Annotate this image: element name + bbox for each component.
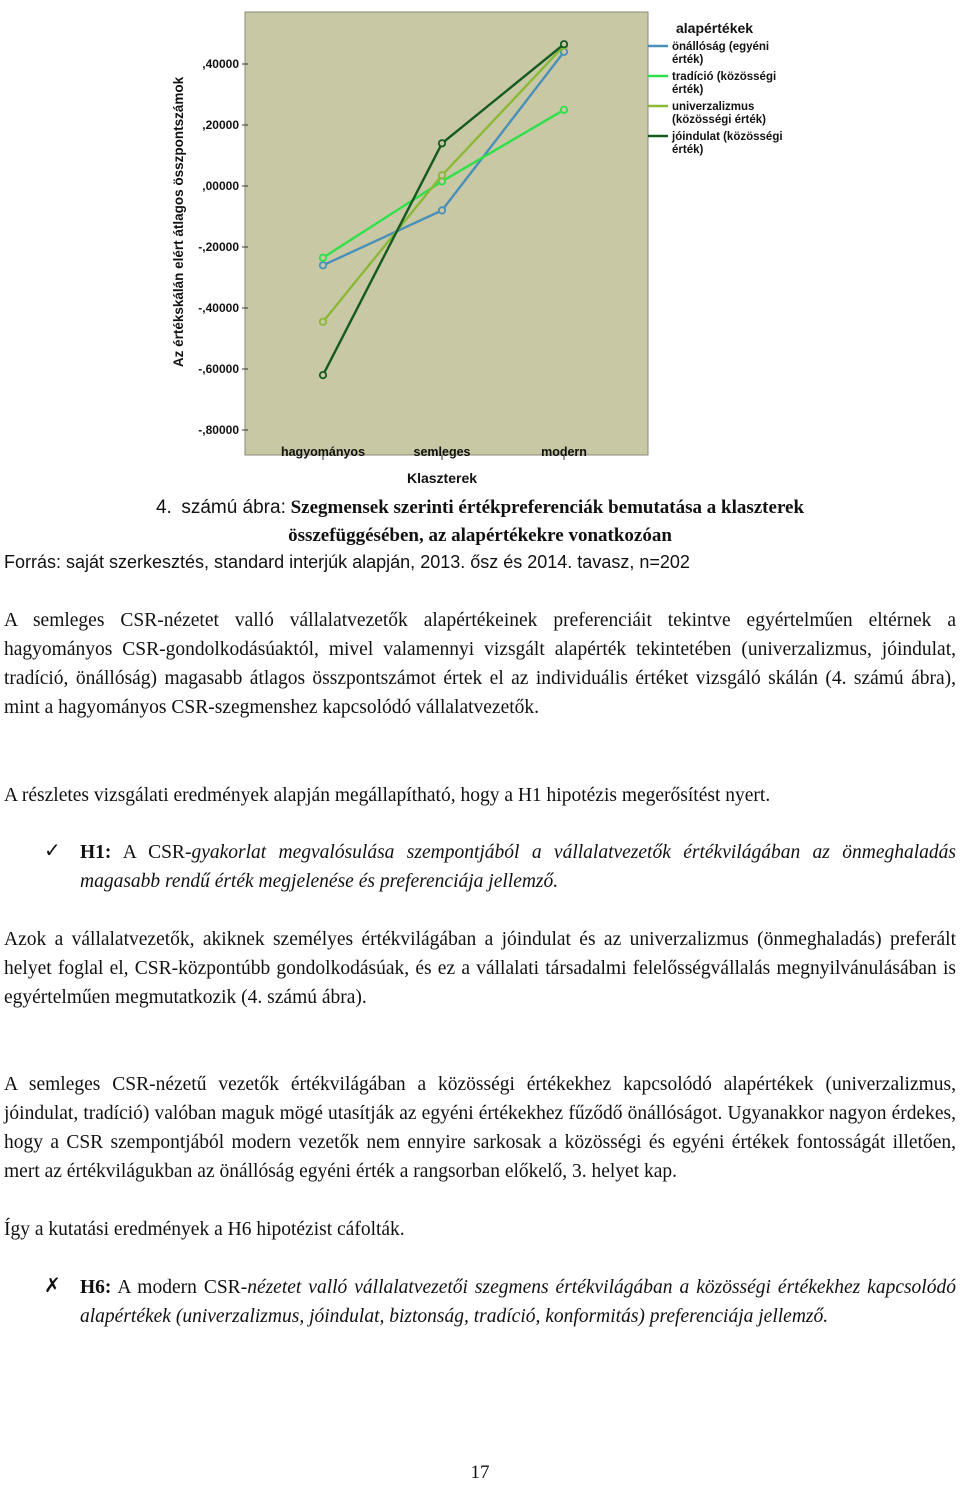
legend-title: alapértékek bbox=[676, 20, 754, 36]
legend-entry: érték) bbox=[672, 54, 704, 66]
hypothesis-h1 bbox=[80, 838, 956, 896]
caption-title-line2: összefüggésében, az alapértékekre vonatkozóan bbox=[288, 525, 672, 546]
y-tick-label: -,60000 bbox=[198, 362, 239, 376]
h6-text-normal: A modern CSR- bbox=[117, 1277, 248, 1298]
legend-entry: érték) bbox=[672, 144, 704, 156]
legend bbox=[648, 20, 783, 156]
legend-entry: (közösségi érték) bbox=[672, 114, 766, 126]
h1-text-italic: gyakorlat megvalósulása szempontjából a vállalatvezetők értékvilágában az önmeghaladás magasabb rendű érték megjelenése és preferenciája jellemző. bbox=[80, 842, 956, 892]
y-tick-label: -,80000 bbox=[198, 423, 239, 437]
data-point bbox=[439, 140, 445, 146]
y-tick-label: ,20000 bbox=[202, 118, 239, 132]
line-chart bbox=[160, 0, 960, 492]
figure-caption bbox=[0, 494, 960, 522]
legend-entry: érték) bbox=[672, 84, 704, 96]
data-point bbox=[439, 172, 445, 178]
caption-number: 4. bbox=[155, 497, 172, 518]
paragraph-3: Azok a vállalatvezetők, akiknek személyes értékvilágában a jóindulat és az univerzalizmus (önmeghaladás) preferált helyet foglal el, CSR-központúbb gondolkodásúak, és ez a vállalati társadalmi felelősségvállalás megnyilvánulásában is egyértelműen megmutatkozik (4. számú ábra). bbox=[4, 929, 956, 1008]
y-tick-label: -,20000 bbox=[198, 240, 239, 254]
y-tick-label: ,00000 bbox=[202, 179, 239, 193]
legend-entry: tradíció (közösségi bbox=[672, 71, 777, 83]
x-ticks bbox=[281, 445, 587, 460]
x-tick-label: semleges bbox=[413, 445, 471, 459]
data-point bbox=[320, 319, 326, 325]
figure-caption-line2 bbox=[0, 522, 960, 550]
legend-entry: jóindulat (közösségi bbox=[672, 131, 783, 143]
cross-icon: ✗ bbox=[44, 1273, 61, 1297]
caption-prefix: számú ábra: bbox=[181, 497, 286, 518]
x-tick-label: modern bbox=[541, 445, 587, 459]
h1-label: H1: bbox=[80, 842, 112, 863]
legend-entry: univerzalizmus bbox=[672, 101, 755, 113]
legend-entry: önállóság (egyéni bbox=[672, 41, 770, 53]
x-axis-label: Klaszterek bbox=[406, 470, 478, 486]
data-point bbox=[561, 41, 567, 47]
y-tick-label: -,40000 bbox=[198, 301, 239, 315]
x-tick-label: hagyományos bbox=[280, 445, 366, 459]
h1-text-normal: A CSR- bbox=[122, 842, 192, 863]
page-number: 17 bbox=[470, 1462, 490, 1483]
y-tick-label: ,40000 bbox=[202, 57, 239, 71]
data-point bbox=[320, 262, 326, 268]
paragraph-2: A részletes vizsgálati eredmények alapján megállapítható, hogy a H1 hipotézis megerősítést nyert. bbox=[4, 785, 771, 806]
figure-source: Forrás: saját szerkesztés, standard interjúk alapján, 2013. ősz és 2014. tavasz, n=202 bbox=[4, 552, 690, 572]
hypothesis-h6 bbox=[80, 1273, 956, 1331]
data-point bbox=[320, 255, 326, 261]
data-point bbox=[320, 372, 326, 378]
y-ticks bbox=[198, 57, 248, 437]
checkmark-icon: ✓ bbox=[44, 838, 61, 862]
data-point bbox=[439, 207, 445, 213]
data-point bbox=[561, 107, 567, 113]
paragraph-1: A semleges CSR-nézetet valló vállalatvezetők alapértékeinek preferenciáit tekintve egyértelműen eltérnek a hagyományos CSR-gondolkodásúaktól, mivel valamennyi vizsgált alapérték tekintetében (univerzalizmus, jóindulat, tradíció, önállóság) magasabb átlagos összpontszámot értek el az individuális értéket vizsgáló skálán (4. számú ábra), mint a hagyományos CSR-szegmenshez kapcsolódó vállalatvezetők. bbox=[4, 610, 956, 718]
caption-title-line1: Szegmensek szerinti értékpreferenciák bemutatása a klaszterek bbox=[290, 497, 805, 518]
h6-text-italic: nézetet valló vállalatvezetői szegmens értékvilágában a közösségi értékekhez kapcsolódó alapértékek (univerzalizmus, jóindulat, biztonság, tradíció, konformitás) preferenciája jellemző. bbox=[80, 1277, 956, 1327]
y-axis-label: Az értékskálán elért átlagos összpontszámok bbox=[171, 76, 186, 368]
paragraph-5: Így a kutatási eredmények a H6 hipotézist cáfolták. bbox=[4, 1219, 405, 1240]
plot-area bbox=[245, 12, 648, 455]
paragraph-4: A semleges CSR-nézetű vezetők értékvilágában a közösségi értékekhez kapcsolódó alapértékek (univerzalizmus, jóindulat, tradíció) valóban maguk mögé utasítják az egyéni értékekhez fűződő önállóságot. Ugyanakkor nagyon érdekes, hogy a CSR szempontjából modern vezetők nem ennyire sarkosak a közösségi és egyéni értékek fontosságát illetően, mert az értékvilágukban az önállóság egyéni érték a rangsorban előkelő, 3. helyet kap. bbox=[4, 1074, 956, 1182]
h6-label: H6: bbox=[80, 1277, 112, 1298]
